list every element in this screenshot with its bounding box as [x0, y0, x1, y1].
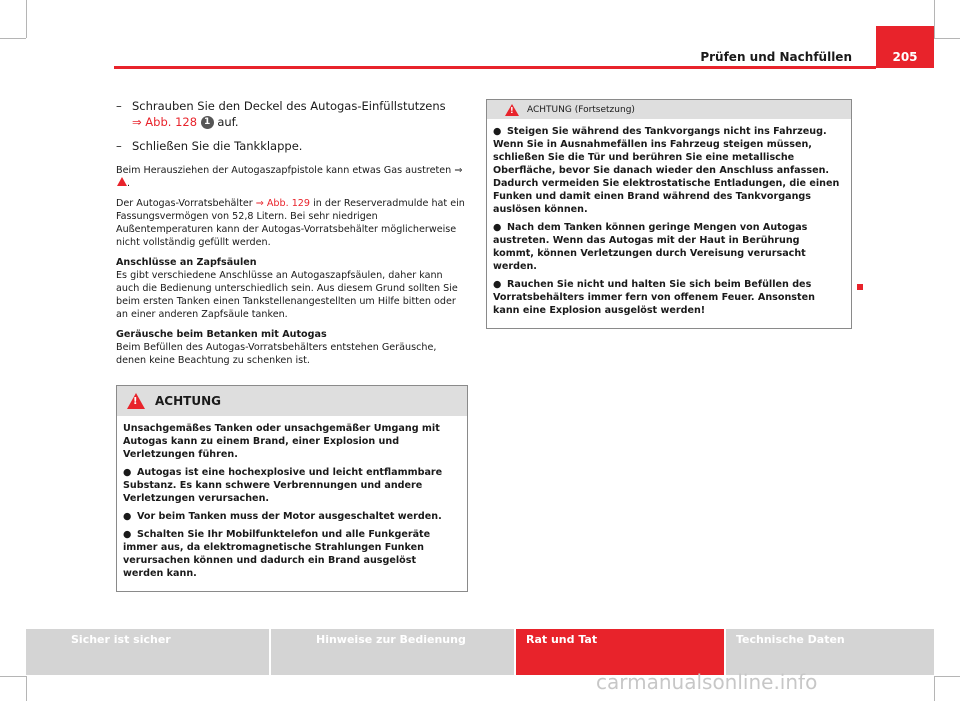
step-dash: –: [116, 139, 122, 153]
crop-mark: [934, 38, 960, 39]
warning-box-header: [487, 100, 851, 119]
crop-mark: [934, 0, 935, 38]
paragraph: Beim Herausziehen der Autogaszapfpistole kann etwas Gas austreten ⇒ .: [116, 165, 463, 189]
crop-mark: [26, 676, 27, 701]
warning-bullet: [123, 510, 457, 523]
warning-box-header: [117, 386, 467, 416]
warning-bullet-text: Schalten Sie Ihr Mobilfunktelefon und alle Funkgeräte immer aus, da elektromagnetische Strahlungen Funken verursachen können und dadurch ein Brand ausgelöst werden kann.: [123, 529, 431, 579]
warning-bullet-text: Steigen Sie während des Tankvorgangs nicht ins Fahrzeug. Wenn Sie in Ausnahmefällen ins Fahrzeug steigen müssen, schließen Sie die Tür und berühren Sie eine metallische Oberfläche, bevor Sie danach wieder den Anschluss anfassen. Dadurch vermeiden Sie elektrostatische Entladungen, die einen Funken und damit einen Brand während des Tankvorgangs auslösen können.: [493, 126, 840, 215]
footer-nav: [26, 629, 934, 675]
warning-box-body: [487, 119, 851, 328]
warning-bullet: [493, 125, 841, 216]
warning-box-body: [117, 416, 467, 591]
warning-box: [116, 385, 468, 592]
paragraph-text: Der Autogas-Vorratsbehälter: [116, 198, 253, 209]
step-text-after: auf.: [217, 115, 239, 129]
callout-number: 1: [201, 116, 214, 129]
header-rule: [114, 66, 876, 69]
crop-mark: [26, 0, 27, 38]
paragraph: Es gibt verschiedene Anschlüsse an Autogaszapfsäulen, daher kann auch die Bedienung unterschiedlich sein. Aus diesem Grund sollten Sie beim ersten Tanken einen Tankstellenangestellten um Hilfe bitten oder an einer anderen Zapfsäule tanken.: [116, 270, 458, 320]
watermark: carmanualsonline.info: [596, 670, 818, 694]
bullet-icon: ●: [123, 467, 132, 478]
warning-bullet-text: Rauchen Sie nicht und halten Sie sich beim Befüllen des Vorratsbehälters immer fern von offenem Feuer. Ansonsten kann eine Explosion ausgelöst werden!: [493, 279, 815, 316]
warning-title: ACHTUNG: [155, 394, 221, 408]
step-text: Schrauben Sie den Deckel des Autogas-Einfüllstutzens: [132, 99, 446, 113]
step-item: [116, 98, 468, 130]
footer-tab-rat-und-tat[interactable]: Rat und Tat: [516, 629, 724, 675]
step-text: Schließen Sie die Tankklappe.: [132, 139, 303, 153]
warning-bullet: [123, 466, 457, 505]
warning-bullet: [123, 528, 457, 580]
crop-mark: [0, 676, 26, 677]
warning-title: ACHTUNG (Fortsetzung): [527, 104, 635, 115]
subheading: Geräusche beim Betanken mit Autogas: [116, 329, 327, 340]
warning-bullet: [493, 221, 841, 273]
bullet-icon: ●: [493, 279, 502, 290]
paragraph: [116, 197, 468, 249]
crop-mark: [0, 38, 26, 39]
footer-tab-hinweise-zur-bedienung[interactable]: Hinweise zur Bedienung: [271, 629, 514, 675]
crop-mark: [934, 676, 960, 677]
left-column: [116, 98, 468, 592]
subheading: Anschlüsse an Zapfsäulen: [116, 257, 257, 268]
step-item: [116, 138, 468, 154]
warning-triangle-icon[interactable]: [117, 177, 127, 186]
warning-bullet: [493, 278, 841, 317]
warning-triangle-icon: [127, 393, 145, 409]
bullet-icon: ●: [493, 126, 502, 137]
footer-tab-technische-daten[interactable]: Technische Daten: [726, 629, 934, 675]
bullet-icon: ●: [123, 529, 132, 540]
step-dash: –: [116, 99, 122, 113]
paragraph: Beim Befüllen des Autogas-Vorratsbehälters entstehen Geräusche, denen keine Beachtung zu schenken ist.: [116, 342, 437, 366]
warning-bullet-text: Autogas ist eine hochexplosive und leicht entflammbare Substanz. Es kann schwere Verbrennungen und andere Verletzungen verursachen.: [123, 467, 443, 504]
warning-box-continued: [486, 99, 852, 329]
right-column: [486, 99, 852, 329]
warning-bullet-text: Nach dem Tanken können geringe Mengen von Autogas austreten. Wenn das Autogas mit der Haut in Berührung kommt, können Verletzungen durch Vereisung verursacht werden.: [493, 222, 808, 272]
footer-tab-sicher-ist-sicher[interactable]: Sicher ist sicher: [26, 629, 269, 675]
bullet-icon: ●: [493, 222, 502, 233]
section-title: Prüfen und Nachfüllen: [700, 50, 852, 64]
section-end-marker: [857, 284, 863, 290]
figure-reference-link[interactable]: ⇒ Abb. 128: [132, 115, 198, 129]
crop-mark: [934, 676, 935, 701]
page-number: 205: [892, 50, 918, 64]
bullet-icon: ●: [123, 511, 132, 522]
paragraph-text: in der Reserveradmulde hat ein Fassungsvermögen von 52,8 Litern. Bei sehr niedrigen Außentemperaturen kann der Autogas-Vorratsbehälter möglicherweise nicht vollständig gefüllt werden.: [116, 198, 465, 248]
warning-bullet-text: Vor beim Tanken muss der Motor ausgeschaltet werden.: [137, 511, 442, 522]
warning-intro: Unsachgemäßes Tanken oder unsachgemäßer Umgang mit Autogas kann zu einem Brand, einer Explosion und Verletzungen führen.: [123, 423, 440, 460]
paragraph-text: Beim Herausziehen der Autogaszapfpistole kann etwas Gas austreten ⇒: [116, 165, 463, 176]
figure-reference-link[interactable]: ⇒ Abb. 129: [255, 198, 311, 209]
warning-triangle-icon: [505, 104, 519, 116]
